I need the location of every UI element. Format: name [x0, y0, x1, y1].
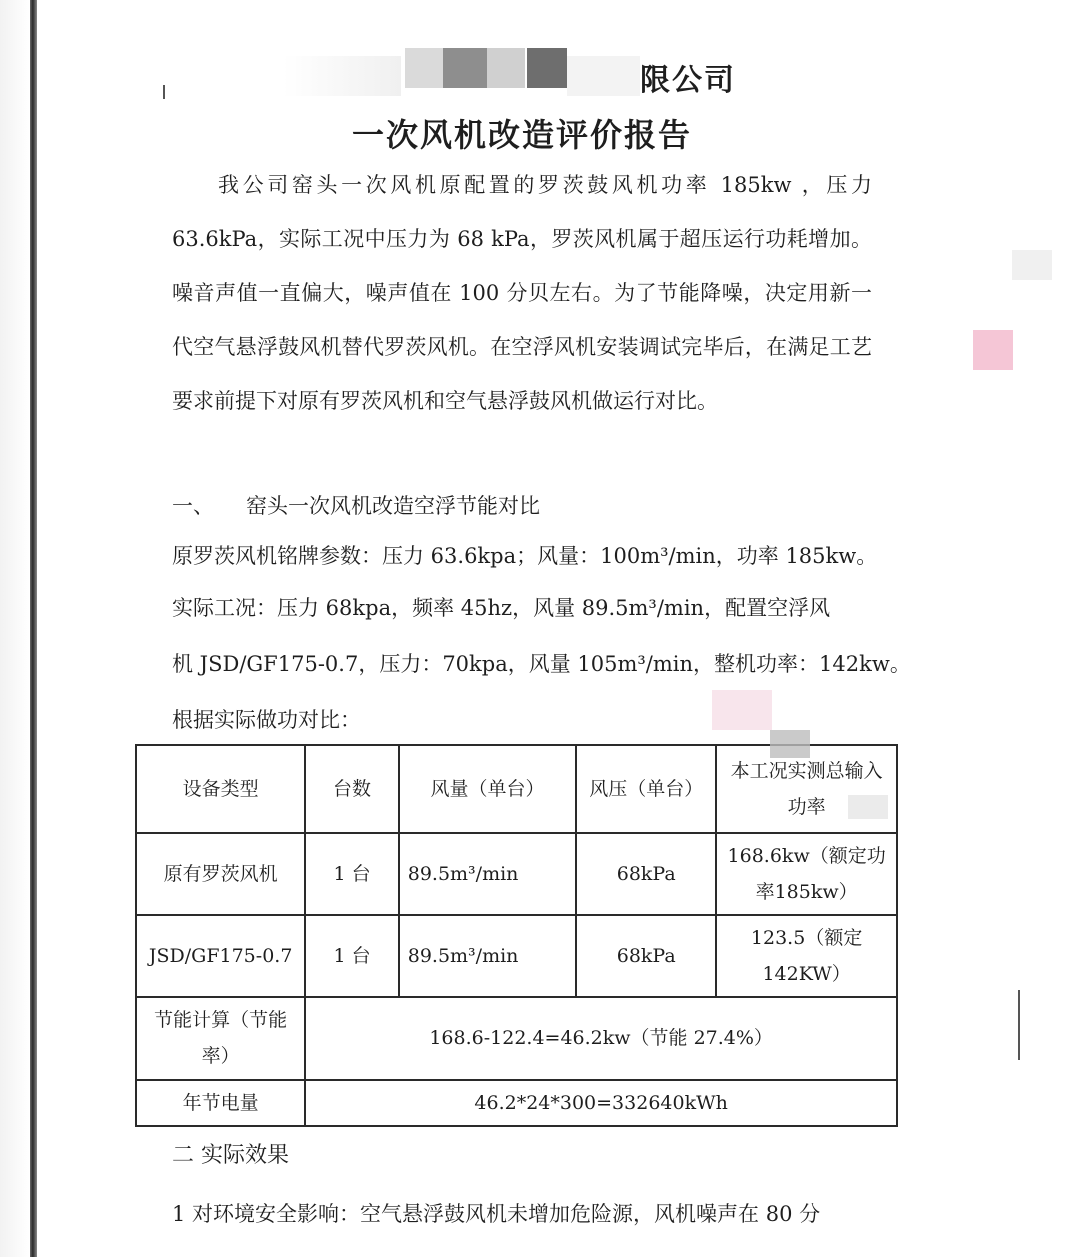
section-2-heading: 二 实际效果 — [172, 1143, 289, 1168]
cell-equipment-type: 原有罗茨风机 — [136, 833, 305, 915]
scan-mark — [1018, 990, 1020, 1060]
section-1-title: 窑头一次风机改造空浮节能对比 — [246, 494, 540, 518]
header-input-power: 本工况实测总输入功率 — [716, 745, 897, 833]
scan-mark — [163, 85, 165, 99]
redacted-block — [527, 48, 567, 88]
effect-item-1: 1 对环境安全影响：空气悬浮鼓风机未增加危险源，风机噪声在 80 分 — [172, 1202, 821, 1226]
stamp-fragment — [1012, 250, 1052, 280]
cell-input-power: 168.6kw（额定功率185kw） — [716, 833, 897, 915]
cell-input-power: 123.5（额定 142KW） — [716, 915, 897, 997]
redaction-smudge — [770, 730, 810, 758]
cell-pressure: 68kPa — [576, 833, 716, 915]
actual-condition-line-2: 机 JSD/GF175-0.7，压力：70kpa，风量 105m³/min，整机功率：142kw。 — [172, 652, 911, 676]
table-row-annual — [136, 1080, 897, 1126]
table-header-row — [136, 745, 897, 833]
cell-saving-label: 节能计算（节能率） — [136, 997, 305, 1079]
redaction-smudge — [848, 795, 888, 819]
table-row — [136, 915, 897, 997]
cell-pressure: 68kPa — [576, 915, 716, 997]
stamp-fragment — [973, 330, 1013, 370]
intro-paragraph: 我公司窑头一次风机原配置的罗茨鼓风机功率 185kw ，压力 63.6kPa，实际工况中压力为 68 kPa，罗茨风机属于超压运行功耗增加。噪音声值一直偏大，噪声值在 100 分贝左右。为了节能降噪，决定用新一代空气悬浮鼓风机替代罗茨风机。在空浮风机安装调试完毕后，在满足工艺要求前提下对原有罗茨风机和空气悬浮鼓风机做运行对比。 — [172, 173, 872, 413]
section-1-heading — [172, 490, 540, 520]
header-pressure: 风压（单台） — [576, 745, 716, 833]
company-name: 限公司 — [640, 63, 736, 98]
table-row-saving — [136, 997, 897, 1079]
nameplate-params: 原罗茨风机铭牌参数：压力 63.6kpa；风量：100m³/min，功率 185kw。 — [172, 544, 878, 568]
cell-count: 1 台 — [305, 915, 398, 997]
report-title: 一次风机改造评价报告 — [352, 116, 693, 154]
cell-saving-value: 168.6-122.4=46.2kw（节能 27.4%） — [305, 997, 897, 1079]
stamp-fragment — [712, 690, 772, 730]
actual-condition-line-1: 实际工况：压力 68kpa，频率 45hz，风量 89.5m³/min，配置空浮风 — [172, 596, 831, 620]
cell-annual-label: 年节电量 — [136, 1080, 305, 1126]
redacted-block — [405, 48, 443, 88]
comparison-label: 根据实际做功对比： — [172, 708, 361, 732]
cell-count: 1 台 — [305, 833, 398, 915]
redacted-block — [487, 48, 525, 88]
header-count: 台数 — [305, 745, 398, 833]
cell-airflow: 89.5m³/min — [399, 833, 576, 915]
binding-shadow — [0, 0, 30, 1257]
header-airflow: 风量（单台） — [399, 745, 576, 833]
section-1-number: 一、 — [172, 494, 214, 518]
cell-equipment-type: JSD/GF175-0.7 — [136, 915, 305, 997]
redacted-block — [567, 56, 640, 96]
cell-airflow: 89.5m³/min — [399, 915, 576, 997]
table-row — [136, 833, 897, 915]
redacted-block — [443, 48, 487, 88]
cell-annual-value: 46.2*24*300=332640kWh — [305, 1080, 897, 1126]
page-left-edge — [30, 0, 37, 1257]
redacted-company-name — [283, 56, 401, 96]
comparison-table — [135, 744, 898, 1127]
header-equipment-type: 设备类型 — [136, 745, 305, 833]
